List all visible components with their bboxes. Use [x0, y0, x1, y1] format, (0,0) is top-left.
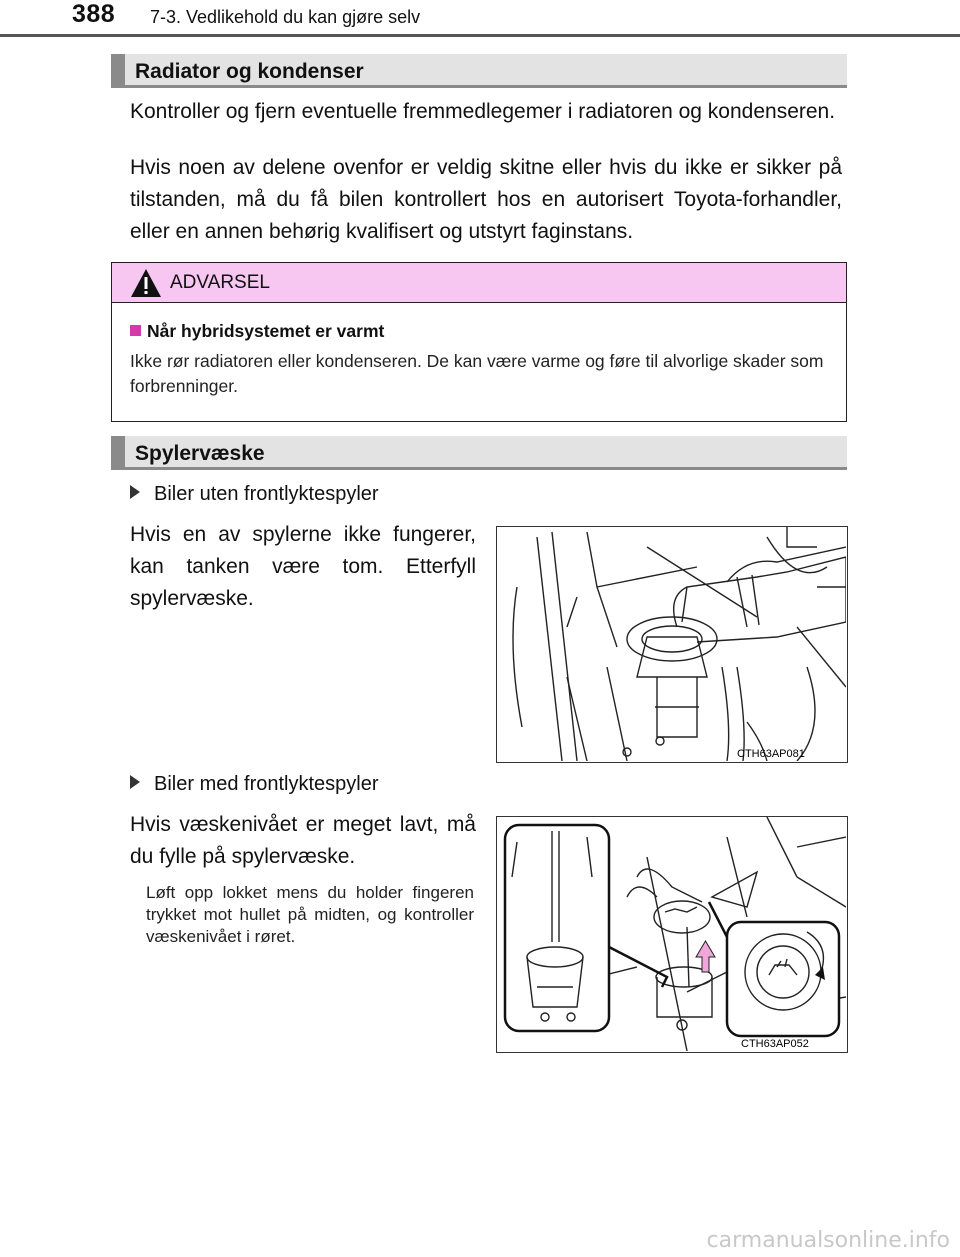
- square-bullet-icon: [130, 325, 141, 336]
- paragraph-washer-low: Hvis væskenivået er meget lavt, må du fylle på spylervæske.: [130, 813, 476, 868]
- section-heading-radiator-label: Radiator og kondenser: [135, 60, 364, 83]
- figure2-code: CTH63AP052: [741, 1038, 809, 1050]
- chapter-title: 7-3. Vedlikehold du kan gjøre selv: [150, 7, 421, 27]
- watermark: carmanualsonline.info: [706, 1228, 950, 1253]
- bullet-without-headlight-washer-text: Biler uten frontlyktespyler: [154, 483, 379, 505]
- paragraph-radiator-check: Kontroller og fjern eventuelle fremmedlegemer i radiatoren og kondenseren.: [130, 100, 836, 123]
- figure1-code: CTH63AP081: [737, 748, 805, 760]
- fluid-level-illustration: [497, 817, 846, 1051]
- section-heading-washer-fluid: [111, 436, 847, 470]
- figure-refill-washer-fluid: [496, 526, 848, 763]
- bullet-with-headlight-washer: [130, 773, 379, 796]
- triangle-bullet-icon: [130, 485, 140, 499]
- warning-label: ADVARSEL: [170, 272, 270, 293]
- warning-header: [112, 263, 846, 303]
- warning-box: [111, 262, 847, 422]
- warning-text: Ikke rør radiatoren eller kondenseren. De kan være varme og føre til alvorlige skader som forbrenninger.: [130, 351, 824, 396]
- warning-subheading: [130, 321, 384, 342]
- paragraph-radiator-dealer: Hvis noen av delene ovenfor er veldig skitne eller hvis du ikke er sikker på tilstanden, må du få bilen kontrollert hos en autorisert Toyota-forhandler, eller en annen behørig kvalifisert og utstyrt faginstans.: [130, 156, 842, 243]
- bullet-without-headlight-washer: [130, 483, 379, 506]
- page-number: 388: [72, 0, 116, 28]
- bullet-with-headlight-washer-text: Biler med frontlyktespyler: [154, 773, 379, 795]
- section-heading-washer-fluid-label: Spylervæske: [135, 442, 265, 465]
- header-rule: [0, 34, 960, 37]
- warning-triangle-icon: [130, 268, 162, 298]
- note-check-fluid-level: Løft opp lokket mens du holder fingeren trykket mot hullet på midten, og kontroller væskenivået i røret.: [146, 883, 474, 946]
- paragraph-washer-empty: Hvis en av spylerne ikke fungerer, kan tanken være tom. Etterfyll spylervæske.: [130, 523, 476, 610]
- section-heading-radiator: [111, 54, 847, 88]
- warning-subheading-text: Når hybridsystemet er varmt: [147, 321, 385, 341]
- figure-check-fluid-level: [496, 816, 848, 1053]
- refill-washer-illustration: [497, 527, 846, 761]
- triangle-bullet-icon: [130, 775, 140, 789]
